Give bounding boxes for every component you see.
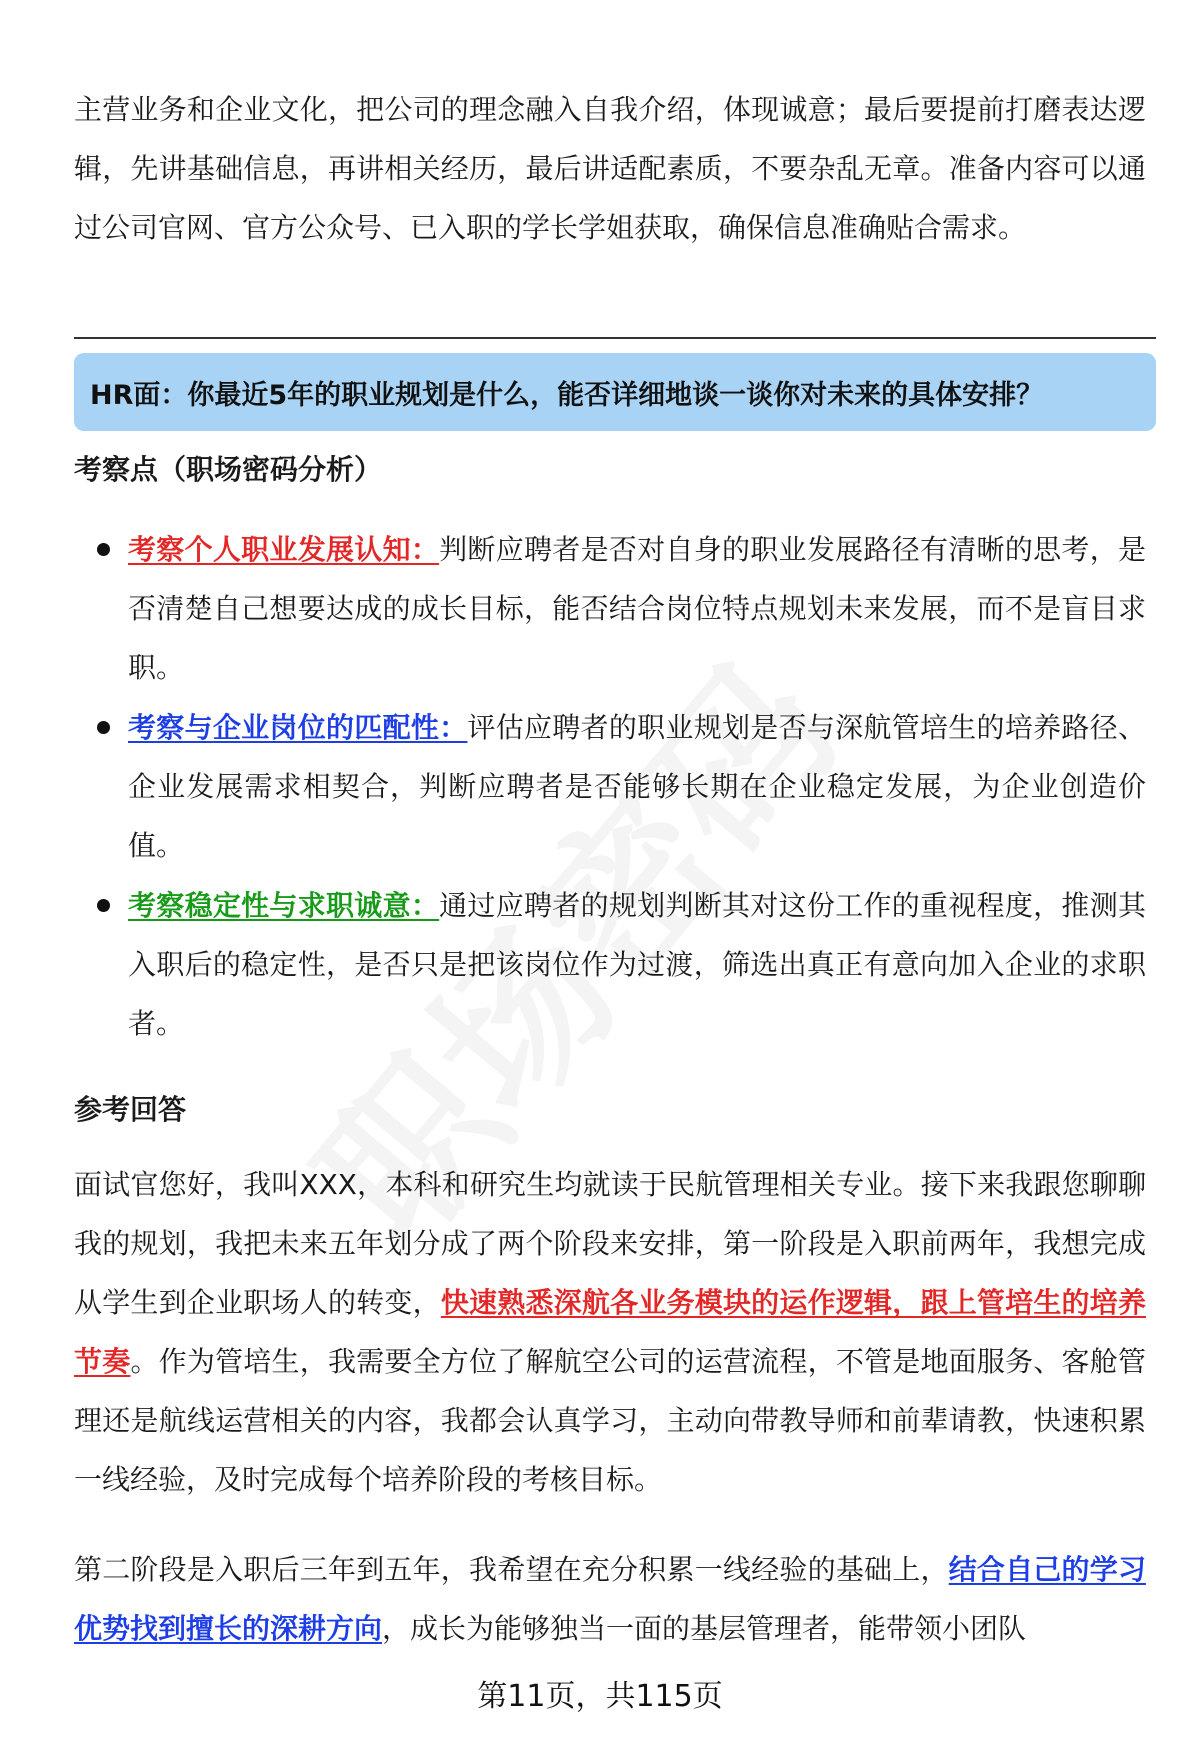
bullet-item bbox=[128, 698, 1146, 875]
answer-text: 第二阶段是入职后三年到五年，我希望在充分积累一线经验的基础上， bbox=[74, 1553, 949, 1586]
bullet-keyword: 考察与企业岗位的匹配性： bbox=[128, 711, 468, 744]
bullet-dot-icon bbox=[97, 543, 110, 556]
analysis-heading: 考察点（职场密码分析） bbox=[74, 453, 383, 486]
bullet-item bbox=[128, 876, 1146, 1053]
bullet-item bbox=[128, 520, 1146, 697]
answer-paragraph-1 bbox=[74, 1155, 1146, 1509]
bullet-text: 评估应聘者的职业规划是否与深航管培生的培养路径、企业发展需求相契合，判断应聘者是否能够长期在企业稳定发展，为企业创造价值。 bbox=[128, 711, 1146, 862]
question-text: HR面：你最近5年的职业规划是什么，能否详细地谈一谈你对未来的具体安排？ bbox=[90, 379, 1044, 411]
bullet-text: 判断应聘者是否对自身的职业发展路径有清晰的思考，是否清楚自己想要达成的成长目标，能否结合岗位特点规划未来发展，而不是盲目求职。 bbox=[128, 533, 1146, 684]
answer-paragraph-2 bbox=[74, 1540, 1146, 1658]
bullet-keyword: 考察稳定性与求职诚意： bbox=[128, 889, 440, 922]
bullet-dot-icon bbox=[97, 721, 110, 734]
bullet-text: 通过应聘者的规划判断其对这份工作的重视程度，推测其入职后的稳定性，是否只是把该岗位作为过渡，筛选出真正有意向加入企业的求职者。 bbox=[128, 889, 1146, 1040]
page-footer: 第11页，共115页 bbox=[477, 1679, 723, 1714]
answer-text: 。作为管培生，我需要全方位了解航空公司的运营流程，不管是地面服务、客舱管理还是航线运营相关的内容，我都会认真学习，主动向带教导师和前辈请教，快速积累一线经验，及时完成每个培养阶段的考核目标。 bbox=[74, 1345, 1146, 1496]
section-divider bbox=[74, 337, 1156, 339]
bullet-dot-icon bbox=[97, 899, 110, 912]
answer-heading: 参考回答 bbox=[74, 1093, 187, 1126]
answer-text: ，成长为能够独当一面的基层管理者，能带领小团队 bbox=[382, 1612, 1027, 1645]
question-banner bbox=[74, 353, 1156, 431]
bullet-keyword: 考察个人职业发展认知： bbox=[128, 533, 440, 566]
answer-highlight: 快速熟悉深航各业务模块的运作逻辑，跟上管培生的培养节奏 bbox=[74, 1286, 1146, 1378]
answer-text: 面试官您好，我叫XXX，本科和研究生均就读于民航管理相关专业。接下来我跟您聊聊我的规划，我把未来五年划分成了两个阶段来安排，第一阶段是入职前两年，我想完成从学生到企业职场人的转变， bbox=[74, 1168, 1146, 1319]
intro-paragraph: 主营业务和企业文化，把公司的理念融入自我介绍，体现诚意；最后要提前打磨表达逻辑，先讲基础信息，再讲相关经历，最后讲适配素质，不要杂乱无章。准备内容可以通过公司官网、官方公众号、已入职的学长学姐获取，确保信息准确贴合需求。 bbox=[74, 93, 1146, 244]
answer-highlight: 结合自己的学习优势找到擅长的深耕方向 bbox=[74, 1553, 1146, 1645]
